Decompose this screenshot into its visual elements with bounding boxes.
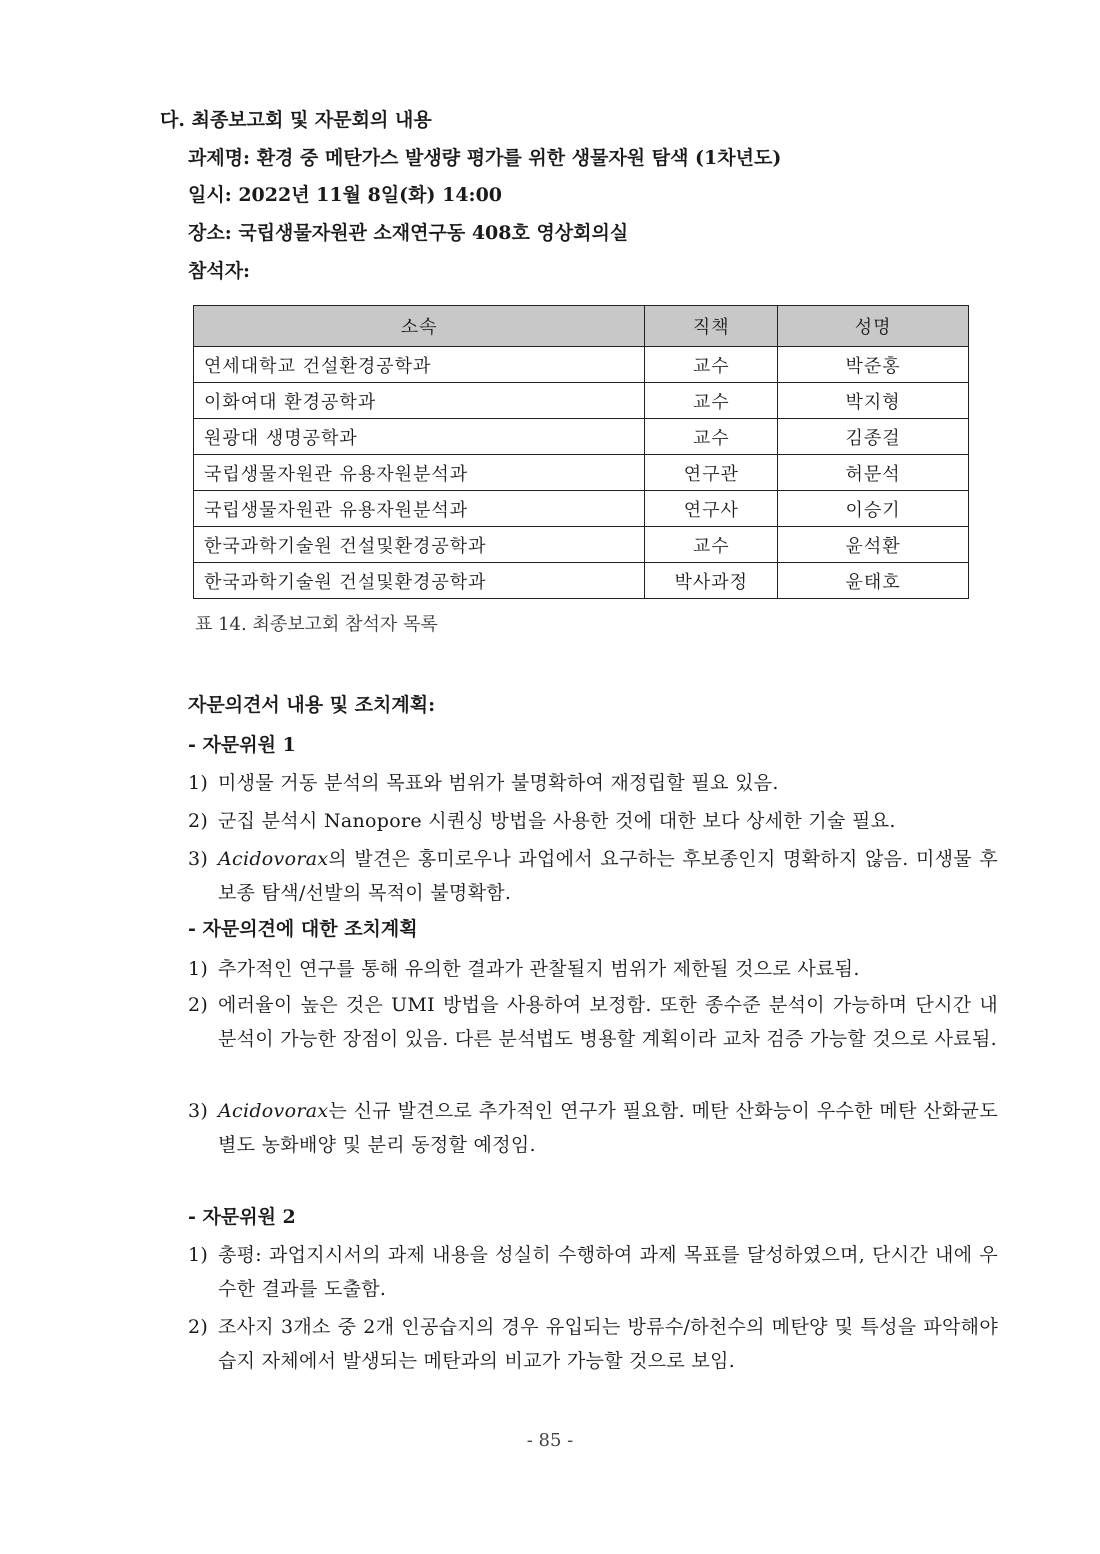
project-title: 과제명: 환경 중 메탄가스 발생량 평가를 위한 생물자원 탐색 (1차년도) bbox=[188, 147, 782, 169]
cell-position: 박사과정 bbox=[645, 563, 778, 599]
table-row bbox=[194, 527, 969, 563]
advisor-2-label: - 자문위원 2 bbox=[188, 1206, 296, 1228]
item-number: 3) bbox=[188, 1100, 209, 1122]
item-number: 3) bbox=[188, 848, 209, 870]
advisor-1-label: - 자문위원 1 bbox=[188, 734, 296, 756]
list-item bbox=[188, 988, 998, 1056]
table-row bbox=[194, 455, 969, 491]
list-item bbox=[188, 766, 998, 800]
cell-affiliation: 한국과학기술원 건설및환경공학과 bbox=[194, 563, 645, 599]
item-number: 1) bbox=[188, 1244, 209, 1266]
cell-name: 이승기 bbox=[778, 491, 969, 527]
list-item bbox=[188, 1238, 998, 1306]
column-header-name: 성명 bbox=[778, 306, 969, 347]
list-item bbox=[188, 952, 998, 986]
cell-position: 교수 bbox=[645, 347, 778, 383]
item-number: 1) bbox=[188, 958, 209, 980]
cell-affiliation: 국립생물자원관 유용자원분석과 bbox=[194, 491, 645, 527]
cell-name: 김종걸 bbox=[778, 419, 969, 455]
cell-name: 허문석 bbox=[778, 455, 969, 491]
item-number: 2) bbox=[188, 994, 209, 1016]
section-heading: 다. 최종보고회 및 자문회의 내용 bbox=[160, 109, 432, 131]
column-header-affiliation: 소속 bbox=[194, 306, 645, 347]
table-row bbox=[194, 383, 969, 419]
table-row bbox=[194, 563, 969, 599]
cell-name: 윤석환 bbox=[778, 527, 969, 563]
attendees-label: 참석자: bbox=[188, 260, 251, 282]
page-number: - 85 - bbox=[526, 1430, 574, 1451]
cell-affiliation: 국립생물자원관 유용자원분석과 bbox=[194, 455, 645, 491]
meeting-date: 일시: 2022년 11월 8일(화) 14:00 bbox=[188, 184, 503, 206]
cell-position: 연구관 bbox=[645, 455, 778, 491]
item-text: 조사지 3개소 중 2개 인공습지의 경우 유입되는 방류수/하천수의 메탄양 및 특성을 파악해야 습지 자체에서 발생되는 메탄과의 비교가 가능할 것으로 보임. bbox=[218, 1316, 998, 1372]
cell-name: 박준홍 bbox=[778, 347, 969, 383]
item-text: 미생물 거동 분석의 목표와 범위가 불명확하여 재정립할 필요 있음. bbox=[218, 772, 779, 794]
cell-affiliation: 한국과학기술원 건설및환경공학과 bbox=[194, 527, 645, 563]
advice-title: 자문의견서 내용 및 조치계획: bbox=[188, 694, 436, 716]
cell-affiliation: 연세대학교 건설환경공학과 bbox=[194, 347, 645, 383]
meeting-place: 장소: 국립생물자원관 소재연구동 408호 영상회의실 bbox=[188, 222, 629, 244]
action-plan-label: - 자문의견에 대한 조치계획 bbox=[188, 918, 418, 940]
item-text: 는 신규 발견으로 추가적인 연구가 필요함. 메탄 산화능이 우수한 메탄 산화균도 별도 농화배양 및 분리 동정할 예정임. bbox=[218, 1100, 998, 1156]
table-header-row bbox=[194, 306, 969, 347]
list-item bbox=[188, 804, 998, 838]
cell-position: 교수 bbox=[645, 527, 778, 563]
cell-position: 교수 bbox=[645, 419, 778, 455]
column-header-position: 직책 bbox=[645, 306, 778, 347]
item-number: 2) bbox=[188, 1316, 209, 1338]
item-italic-term: Acidovorax bbox=[218, 848, 329, 870]
item-number: 1) bbox=[188, 772, 209, 794]
item-number: 2) bbox=[188, 810, 209, 832]
item-text: 추가적인 연구를 통해 유의한 결과가 관찰될지 범위가 제한될 것으로 사료됨. bbox=[218, 958, 860, 980]
table-caption: 표 14. 최종보고회 참석자 목록 bbox=[195, 614, 438, 635]
cell-position: 교수 bbox=[645, 383, 778, 419]
list-item bbox=[188, 1310, 998, 1378]
item-text: 의 발견은 홍미로우나 과업에서 요구하는 후보종인지 명확하지 않음. 미생물 후보종 탐색/선발의 목적이 불명확함. bbox=[218, 848, 998, 904]
table-row bbox=[194, 419, 969, 455]
cell-name: 윤태호 bbox=[778, 563, 969, 599]
item-text: 에러율이 높은 것은 UMI 방법을 사용하여 보정함. 또한 종수준 분석이 가능하며 단시간 내 분석이 가능한 장점이 있음. 다른 분석법도 병용할 계획이라 교차 검증 가능할 것으로 사료됨. bbox=[218, 994, 998, 1050]
item-text: 총평: 과업지시서의 과제 내용을 성실히 수행하여 과제 목표를 달성하였으며, 단시간 내에 우수한 결과를 도출함. bbox=[218, 1244, 998, 1300]
table-row bbox=[194, 347, 969, 383]
item-text: 군집 분석시 Nanopore 시퀀싱 방법을 사용한 것에 대한 보다 상세한 기술 필요. bbox=[218, 810, 896, 832]
item-italic-term: Acidovorax bbox=[218, 1100, 329, 1122]
cell-affiliation: 이화여대 환경공학과 bbox=[194, 383, 645, 419]
attendee-table bbox=[193, 305, 969, 599]
list-item bbox=[188, 1094, 998, 1162]
cell-position: 연구사 bbox=[645, 491, 778, 527]
cell-name: 박지형 bbox=[778, 383, 969, 419]
list-item bbox=[188, 842, 998, 910]
table-row bbox=[194, 491, 969, 527]
cell-affiliation: 원광대 생명공학과 bbox=[194, 419, 645, 455]
